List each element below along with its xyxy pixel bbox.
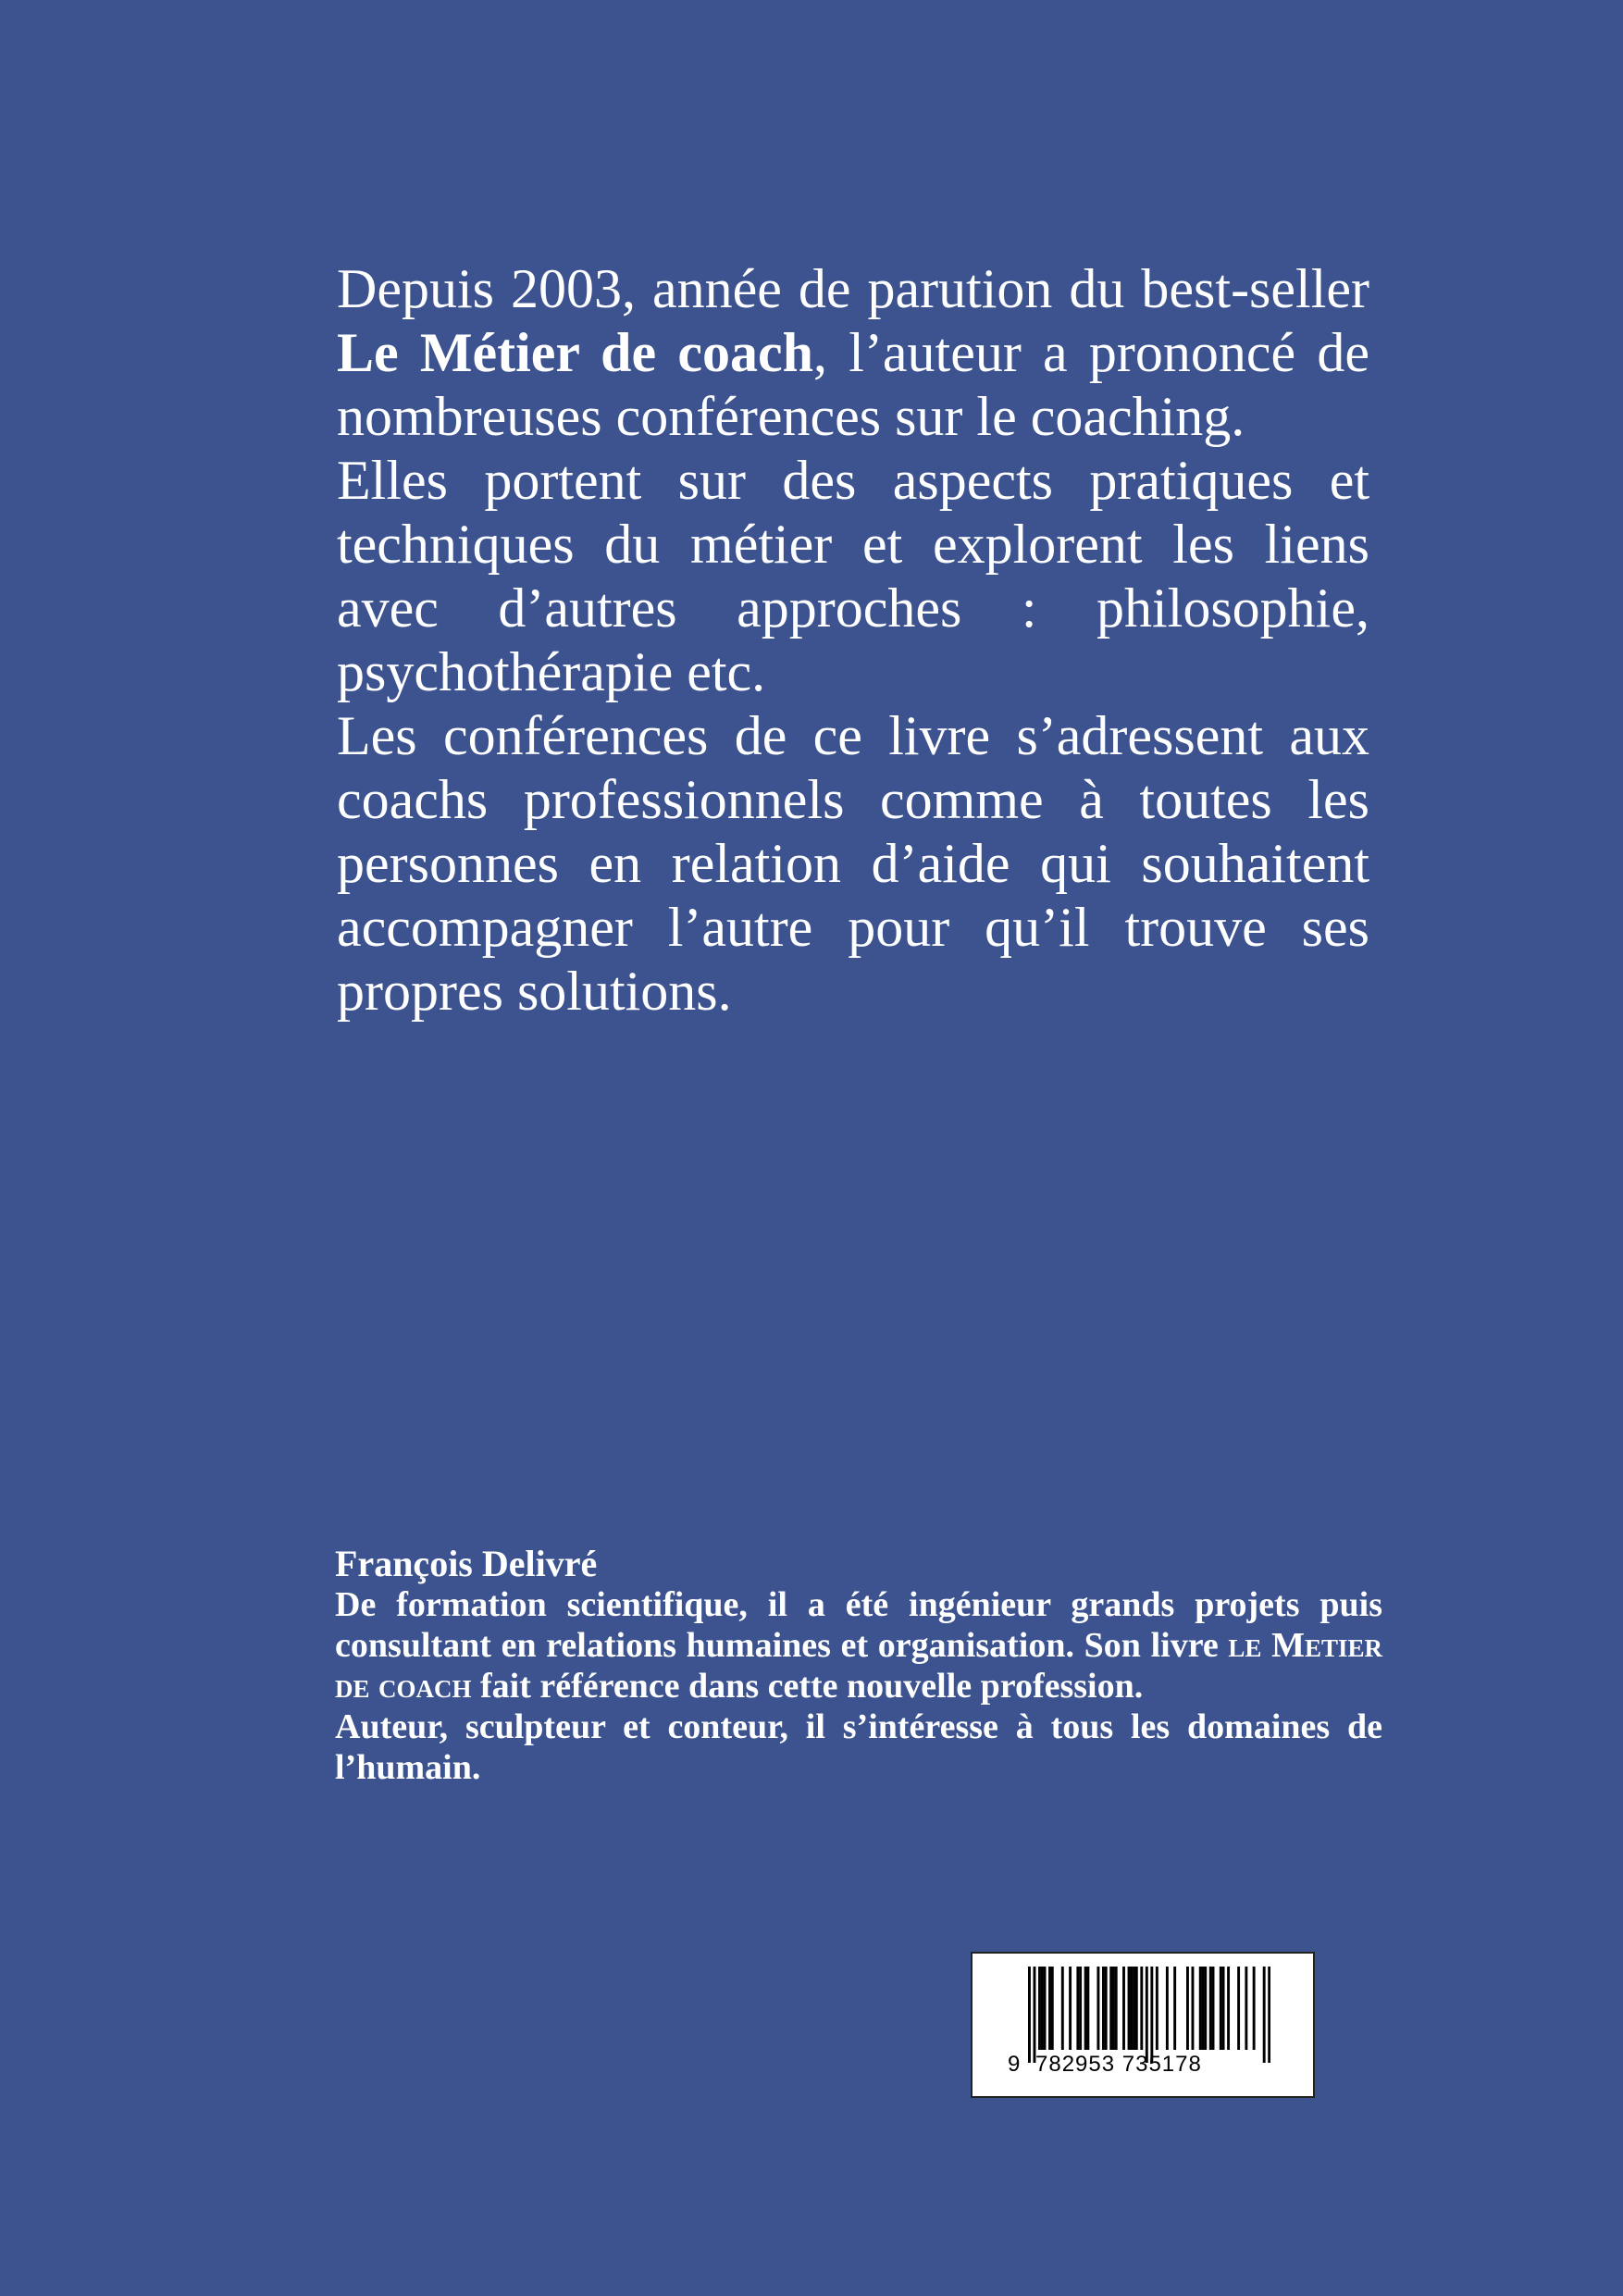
barcode-bar — [1079, 1967, 1082, 2050]
barcode-bar — [1044, 1967, 1047, 2050]
barcode-bar — [1202, 1967, 1205, 2050]
barcode-bar — [1227, 1967, 1230, 2050]
blurb-text: Depuis 2003, année de parution du best-seller — [337, 258, 1369, 319]
barcode-bar — [1109, 1967, 1112, 2050]
barcode-bar — [1237, 1967, 1240, 2050]
barcode-bar — [1222, 1967, 1225, 2050]
barcode-bar — [1133, 1967, 1135, 2050]
blurb-paragraph-1 — [337, 257, 1369, 449]
barcode-bar — [1051, 1967, 1054, 2050]
book-title: Le Métier de coach — [337, 322, 814, 383]
barcode-bar — [1140, 1967, 1143, 2050]
barcode-bar — [1130, 1967, 1133, 2050]
blurb-paragraph-3: Les conférences de ce livre s’adressent aux coachs professionnels comme à toutes les personnes en relation d’aide qui souhaitent accompagner l’autre pour qu’il trouve ses propres solutions. — [337, 705, 1369, 1022]
barcode-bar — [1128, 1967, 1131, 2050]
barcode-bar — [1112, 1967, 1115, 2050]
barcode-bar — [1173, 1967, 1176, 2050]
barcode-bar — [1209, 1967, 1212, 2050]
barcode-bar — [1199, 1967, 1202, 2050]
barcode-bar — [1084, 1967, 1087, 2050]
barcode-bar — [1268, 1967, 1270, 2063]
barcode-bar — [1034, 1967, 1036, 2063]
barcode-bar — [1115, 1967, 1118, 2050]
barcode-bar — [1192, 1967, 1195, 2050]
barcode-bar — [1038, 1967, 1041, 2050]
blurb-text: , l’auteur a prononcé de nombreuses conférences sur le coaching. — [337, 322, 1369, 447]
barcode-bar — [1263, 1967, 1266, 2063]
barcode-bar — [1204, 1967, 1207, 2050]
barcode-bar — [1122, 1967, 1125, 2050]
barcode-bar — [1028, 1967, 1031, 2063]
bio-text: fait référence dans cette nouvelle profession. — [471, 1667, 1144, 1706]
barcode-bar — [1048, 1967, 1051, 2050]
barcode-bar — [1086, 1967, 1089, 2050]
barcode-bar — [1166, 1967, 1169, 2050]
barcode-digits: 782953 735178 — [1035, 2052, 1202, 2077]
barcode-bar — [1076, 1967, 1079, 2050]
barcode-bar — [1041, 1967, 1044, 2050]
barcode-bar — [1186, 1967, 1189, 2050]
author-bio — [335, 1544, 1382, 1788]
barcode-lead-digit: 9 — [1008, 2052, 1021, 2077]
back-cover-blurb — [337, 257, 1369, 1024]
author-bio-paragraph-1 — [335, 1584, 1382, 1706]
barcode-bar — [1220, 1967, 1222, 2050]
barcode-bar — [1096, 1967, 1099, 2050]
barcode-bar — [1245, 1967, 1247, 2050]
barcode-bar — [1253, 1967, 1256, 2050]
author-bio-paragraph-2: Auteur, sculpteur et conteur, il s’intéresse à tous les domaines de l’humain. — [335, 1707, 1382, 1787]
bio-text: De formation scientifique, il a été ingénieur grands projets puis consultant en relations humaines et organisation. Son livre — [335, 1585, 1382, 1665]
blurb-paragraph-2: Elles portent sur des aspects pratiques et techniques du métier et explorent les liens avec d’autres approches : philosophie, psychothérapie etc. — [337, 450, 1369, 702]
barcode-bar — [1150, 1967, 1153, 2063]
barcode-bar — [1105, 1967, 1108, 2050]
barcode-bar — [1102, 1967, 1105, 2050]
barcode-bar — [1135, 1967, 1138, 2050]
barcode-bar — [1069, 1967, 1072, 2050]
author-name: François Delivré — [335, 1543, 598, 1584]
barcode-bar — [1156, 1967, 1158, 2050]
book-reference: le Metier de coach — [335, 1626, 1382, 1706]
barcode-bar — [1061, 1967, 1064, 2050]
barcode-bar — [1212, 1967, 1215, 2050]
barcode-bar — [1146, 1967, 1148, 2063]
isbn-barcode — [971, 1952, 1315, 2098]
